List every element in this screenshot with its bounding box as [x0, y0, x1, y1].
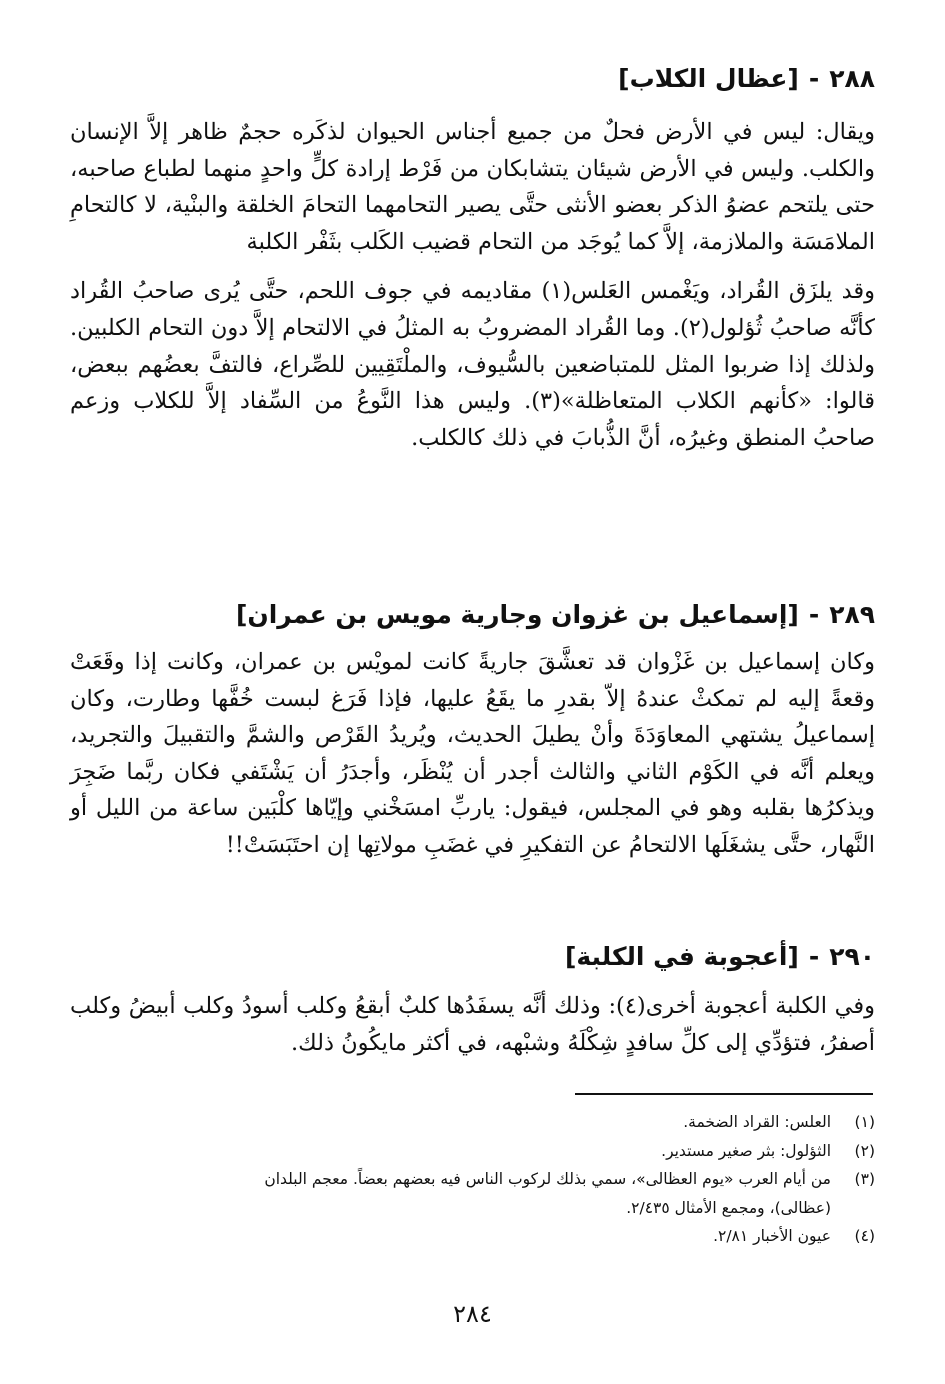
- footnote-divider: [575, 1093, 873, 1095]
- section-dash: -: [808, 942, 820, 971]
- section-title: [أعجوبة في الكلبة]: [564, 942, 799, 971]
- section-title: [عظال الكلاب]: [618, 64, 799, 93]
- paragraph: ويقال: ليس في الأرض فحلٌ من جميع أجناس الحيوان لذكَره حجمٌ ظاهر إلاَّ الإنسان والكلب. وليس في الأرض شيئان يتشابكان من فَرْط إرادة كلٍّ واحدٍ منهما لطباع صاحبه، حتى يلتحم عضوُ الذكر بعضو الأنثى حتَّى يصير التحامهما التحامَ الخلقة والبنْية، لا كالتحامِ الملامَسَة والملازمة، إلاَّ كما يُوجَد من التحام قضيب الكَلب بثَفْر الكلبة: [70, 119, 875, 255]
- footnote-text: العلس: القراد الضخمة.: [683, 1113, 831, 1131]
- footnote-number: (٣): [854, 1170, 875, 1188]
- section-heading: [70, 62, 875, 96]
- footnote-continuation: (عظالى)، ومجمع الأمثال ٢/٤٣٥.: [626, 1198, 831, 1217]
- footnote: [70, 1222, 875, 1251]
- section-title: [إسماعيل بن غزوان وجارية مويس بن عمران]: [235, 600, 799, 629]
- footnote-text: من أيام العرب «يوم العظالى»، سمي بذلك لركوب الناس فيه بعضهم بعضاً. معجم البلدان: [264, 1170, 831, 1188]
- section-heading: [70, 940, 875, 974]
- footnote: [70, 1108, 875, 1137]
- footnote-text: الثؤلول: بثر صغير مستدير.: [661, 1141, 831, 1160]
- section-number: ٢٩٠: [829, 942, 875, 971]
- section-289: [70, 598, 875, 864]
- section-dash: -: [808, 600, 820, 629]
- section-number: ٢٨٨: [829, 64, 875, 93]
- footnote: [70, 1137, 875, 1166]
- section-288: [70, 62, 875, 456]
- footnote: [70, 1165, 875, 1194]
- section-number: ٢٨٩: [829, 600, 875, 629]
- paragraph: وقد يلزَق القُراد، ويَغْمس العَلس(١) مقاديمه في جوف اللحم، حتَّى يُرى صاحبُ القُراد كأنَّه صاحبُ ثُؤلول(٢). وما القُراد المضروبُ به المثلُ في الالتحام إلاَّ دون التحام الكلبين. ولذلك إذا ضربوا المثل للمتباضعين بالسُّيوف، والملْتَقِيين للصِّراع، فالتفَّ بعضُهم ببعض، قالوا: «كأنهم الكلاب المتعاظلة»(٣). وليس هذا النَّوعُ من السِّفاد إلاَّ للكلاب وزعم صاحبُ المنطق وغيرُه، أنَّ الذُّبابَ في ذلك كالكلب.: [70, 278, 875, 451]
- section-dash: -: [808, 64, 820, 93]
- footnote-number: (٤): [854, 1227, 875, 1245]
- footnotes: [70, 1108, 875, 1251]
- footnote-number: (١): [854, 1113, 875, 1131]
- page-number: ٢٨٤: [453, 1300, 492, 1328]
- section-290: [70, 940, 875, 1061]
- section-heading: [70, 598, 875, 632]
- paragraph: وكان إسماعيل بن غَزْوان قد تعشَّقَ جاريةً كانت لمويْس بن عمران، وكانت إذا وقَعَتْ وقعةً إليه لم تمكثْ عندهُ إلاّ بقدرِ ما يقَعُ عليها، فإذا فَرَغ لبست خُفَّها وطارت، وكان إسماعيلُ يشتهي المعاوَدَةَ وأنْ يطيلَ الحديث، ويُريدُ القَرْص والشمَّ والتقبيلَ والتجريد، ويعلم أنَّه في الكَوْم الثاني والثالث أجدر أن يُنْظَر، وأجدَرُ أن يَشْتَفي فكان ربَّما ضَجِرَ ويذكرُها بقلبه وهو في المجلس، فيقول: ياربِّ امسَخْني وإيّاها كلْبَين ساعة من الليل أو النَّهار، حتَّى يشغَلَها الالتحامُ عن التفكيرِ في غضَبِ مولاتِها إن احتَبَسَتْ!!: [70, 649, 875, 858]
- paragraph: وفي الكلبة أعجوبة أخرى(٤): وذلك أنَّه يسفَدُها كلبٌ أبقعُ وكلب أسودُ وكلب أبيضُ وكلب أصفرُ، فتؤدِّي إلى كلِّ سافدٍ شِكْلَهُ وشبْهه، في أكثر مايكُونُ ذلك.: [70, 993, 875, 1056]
- footnote-text: عيون الأخبار ٢/٨١.: [713, 1227, 831, 1245]
- footnote-number: (٢): [854, 1141, 875, 1160]
